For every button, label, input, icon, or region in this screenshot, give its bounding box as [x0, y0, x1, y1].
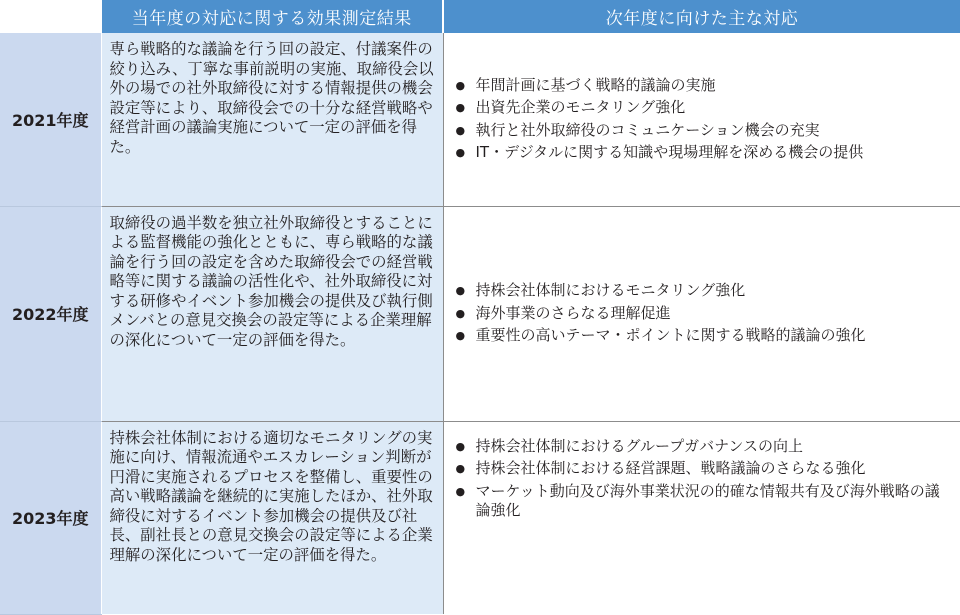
evaluation-text: 持株会社体制における適切なモニタリングの実施に向け、情報流通やエスカレーション判断が円滑に実施されるプロセスを整備し、重要性の高い戦略議論を継続的に実施したほか、社外取締役に対するイベント参加機会の提供及び社長、副社長との意見交換会の設定等による企業理解の深化について一定の評価を得た。: [101, 421, 443, 614]
action-item: ● マーケット動向及び海外事業状況の的確な情報共有及び海外戦略の議論強化: [456, 482, 952, 521]
action-item: ● 年間計画に基づく戦略的議論の実施: [456, 76, 952, 96]
action-list: [456, 76, 952, 163]
action-item: ● 持株会社体制におけるモニタリング強化: [456, 281, 952, 301]
header-corner: [0, 0, 101, 33]
action-item: ● 出資先企業のモニタリング強化: [456, 98, 952, 118]
action-item: ● 執行と社外取締役のコミュニケーション機会の充実: [456, 121, 952, 141]
evaluation-text: 専ら戦略的な議論を行う回の設定、付議案件の絞り込み、丁寧な事前説明の実施、取締役会以外の場での社外取締役に対する情報提供の機会設定等により、取締役会での十分な経営戦略や経営計画の議論実施について一定の評価を得た。: [101, 33, 443, 206]
action-item: ● 持株会社体制における経営課題、戦略議論のさらなる強化: [456, 459, 952, 479]
next-actions-cell: [443, 206, 960, 421]
header-next-actions: 次年度に向けた主な対応: [443, 0, 960, 33]
year-label: 2023年度: [0, 421, 101, 614]
year-label: 2021年度: [0, 33, 101, 206]
action-item: ● 重要性の高いテーマ・ポイントに関する戦略的議論の強化: [456, 326, 952, 346]
next-actions-cell: [443, 421, 960, 614]
action-list: [456, 437, 952, 521]
header-row: [0, 0, 960, 33]
action-list: [456, 281, 952, 346]
table-row-2021: [0, 33, 960, 206]
evaluation-text: 取締役の過半数を独立社外取締役とすることによる監督機能の強化とともに、専ら戦略的な議論を行う回の設定を含めた取締役会での経営戦略等に関する議論の活性化や、社外取締役に対する研修やイベント参加機会の提供及び執行側メンバとの意見交換会の設定等による企業理解の深化について一定の評価を得た。: [101, 206, 443, 421]
action-item: ● IT・デジタルに関する知識や現場理解を深める機会の提供: [456, 143, 952, 163]
table-row-2023: [0, 421, 960, 614]
table-row-2022: [0, 206, 960, 421]
action-item: ● 海外事業のさらなる理解促進: [456, 304, 952, 324]
year-label: 2022年度: [0, 206, 101, 421]
action-item: ● 持株会社体制におけるグループガバナンスの向上: [456, 437, 952, 457]
header-evaluation: 当年度の対応に関する効果測定結果: [101, 0, 443, 33]
next-actions-cell: [443, 33, 960, 206]
